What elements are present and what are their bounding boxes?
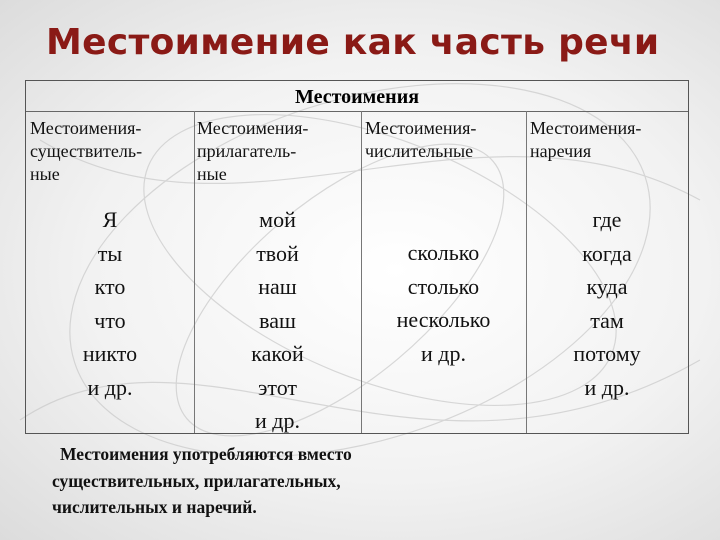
list-item: ваш: [259, 307, 296, 333]
table-header: Местоимения: [26, 81, 688, 112]
list-item: и др.: [255, 408, 300, 433]
list-item: ты: [97, 240, 123, 266]
list-item: мой: [259, 207, 296, 232]
heading-line: наречия: [530, 141, 592, 161]
list-item: несколько: [396, 307, 491, 332]
list-item: Я: [102, 207, 118, 232]
list-item: где: [592, 207, 622, 232]
list-item: сколько: [407, 240, 480, 265]
heading-line: существитель-: [30, 141, 143, 161]
list-item: какой: [251, 341, 304, 366]
list-item: этот: [257, 374, 298, 400]
column-heading-adverbs: [530, 117, 686, 163]
list-item: и др.: [421, 340, 466, 366]
note-line: существительных, прилагательных,: [52, 470, 341, 491]
note-line: числительных и наречий.: [52, 497, 257, 517]
list-item: никто: [82, 341, 138, 366]
heading-line: прилагатель-: [197, 141, 297, 161]
list-item: и др.: [584, 374, 630, 400]
column-items-numerals: [361, 236, 526, 370]
page-title: Местоимение как часть речи: [46, 22, 660, 63]
heading-line: Местоимения-: [365, 118, 477, 138]
pronouns-table: [25, 80, 689, 434]
column-heading-numerals: [365, 117, 525, 163]
heading-line: ные: [197, 164, 227, 184]
list-item: что: [94, 307, 126, 333]
column-items-adverbs: [526, 203, 688, 404]
list-item: твой: [256, 240, 299, 266]
column-items-nouns: [26, 203, 194, 404]
list-item: кто: [94, 274, 126, 299]
usage-note: [52, 441, 472, 521]
column-items-adjectives: [194, 203, 361, 438]
note-line: Местоимения употребляются вместо: [60, 444, 352, 464]
heading-line: Местоимения-: [30, 118, 142, 138]
heading-line: числительные: [365, 141, 474, 161]
list-item: когда: [582, 240, 632, 266]
list-item: и др.: [87, 374, 133, 400]
list-item: там: [590, 307, 624, 333]
list-item: наш: [258, 274, 297, 299]
column-heading-nouns: [30, 117, 192, 186]
list-item: потому: [573, 341, 641, 366]
column-heading-adjectives: [197, 117, 359, 186]
heading-line: Местоимения-: [530, 118, 642, 138]
list-item: столько: [407, 273, 480, 299]
heading-line: ные: [30, 164, 60, 184]
list-item: куда: [586, 274, 628, 299]
heading-line: Местоимения-: [197, 118, 309, 138]
